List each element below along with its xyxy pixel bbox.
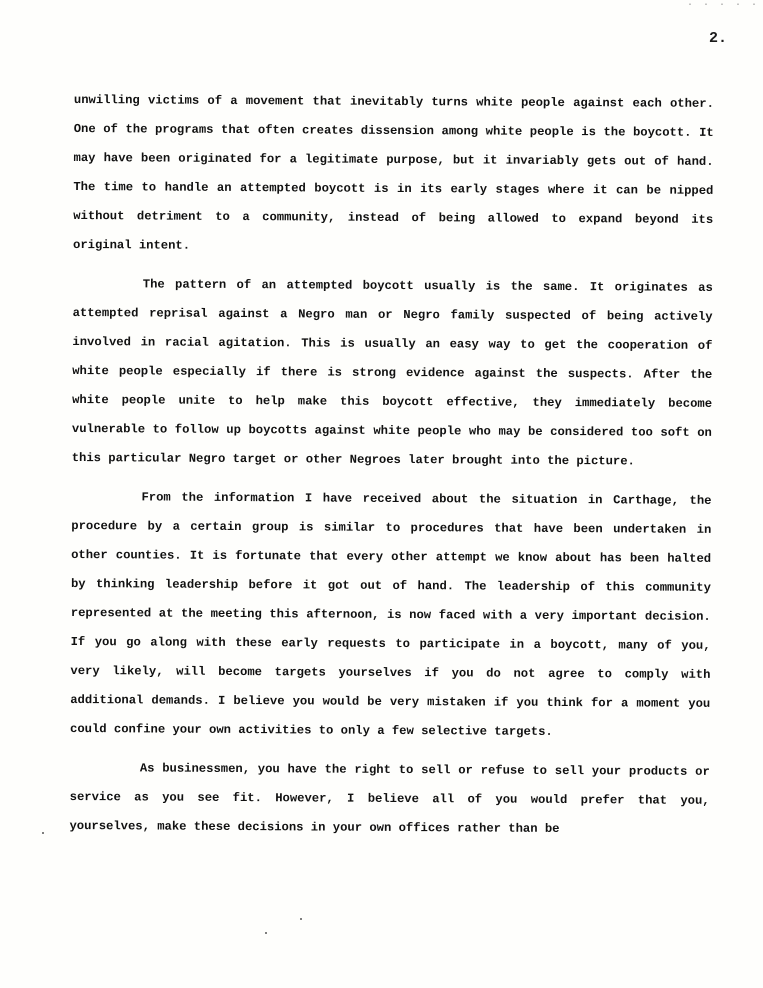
paragraph: unwilling victims of a movement that inevitably turns white people against each other. One of the programs that often creates dissension among white people is the boycott. It may have been originated for a legitimate purpose, but it invariably gets out of hand. The time to handle an attempted boycott is in its early stages where it can be nipped without detriment to a community, instead of being allowed to expand beyond its original intent.: [72, 92, 714, 253]
page-number: 2.: [708, 30, 727, 47]
corner-mark: · · · · ·: [686, 0, 759, 11]
scan-speck: [265, 932, 267, 934]
paragraph: From the information I have received about the situation in Carthage, the procedure by a certain group is similar to procedures that have been undertaken in other counties. It is fortunate that every other attempt we know about has been halted by thinking leadership before it got out of hand. The leadership of this community represented at the meeting this afternoon, is now faced with a very important decision. If you go along with these early requests to participate in a boycott, many of you, very likely, will become targets yourselves if you do not agree to comply with additional demands. I believe you would be very mistaken if you think for a moment you could confine your own activities to only a few selective targets.: [70, 490, 712, 739]
document-body: [69, 86, 714, 845]
paragraph: As businessmen, you have the right to sell or refuse to sell your products or service as you see fit. However, I believe all of you would prefer that you, yourselves, make these decisions in your own offices rather than be: [69, 761, 710, 836]
scan-speck: [42, 832, 44, 834]
scan-speck: [300, 918, 302, 920]
paragraph: The pattern of an attempted boycott usually is the same. It originates as attempted reprisal against a Negro man or Negro family suspected of being actively involved in racial agitation. This is usually an easy way to get the cooperation of white people especially if there is strong evidence against the suspects. After the white people unite to help make this boycott effective, they immediately become vulnerable to follow up boycotts against white people who may be considered too soft on this particular Negro target or other Negroes later brought into the picture.: [71, 277, 713, 469]
